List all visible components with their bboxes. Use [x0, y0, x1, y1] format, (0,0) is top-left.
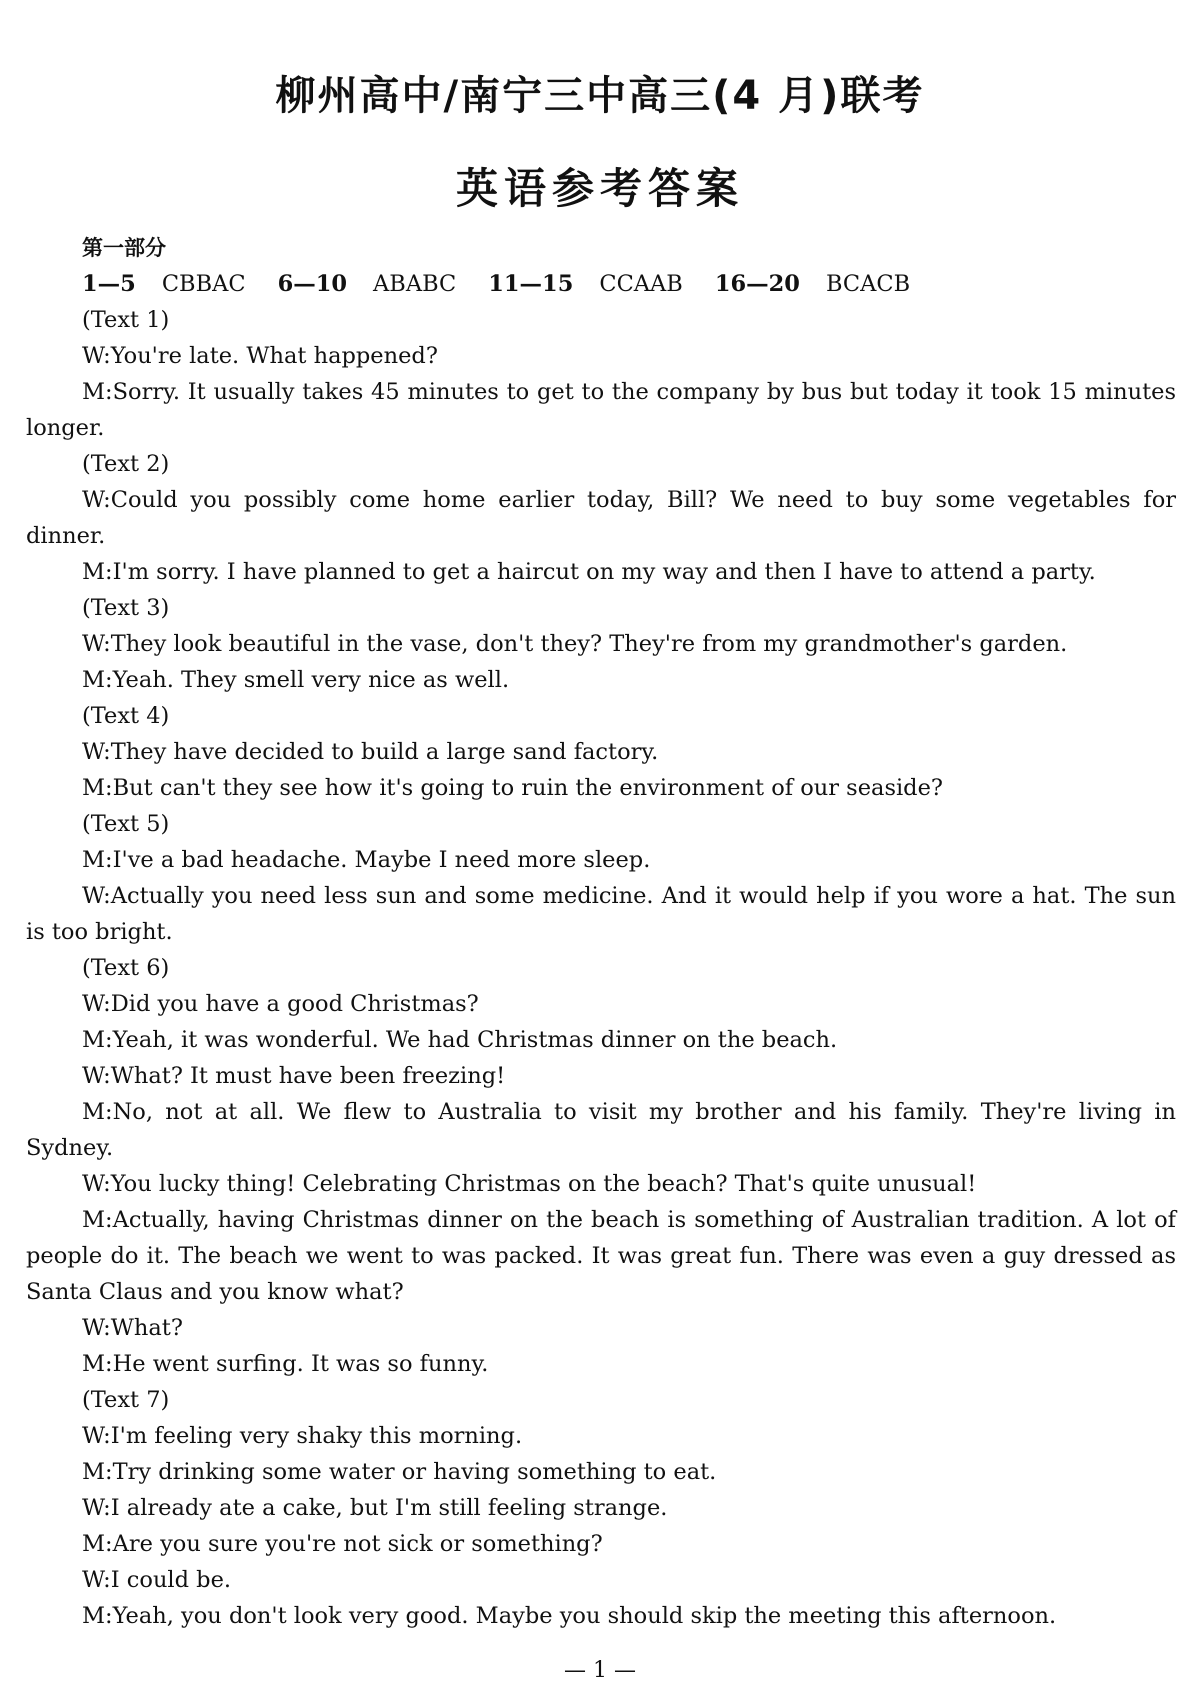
dialogue-line: M:Try drinking some water or having something to eat.: [82, 1459, 717, 1485]
text-heading: (Text 1): [82, 307, 170, 333]
dialogue-line: M:He went surfing. It was so funny.: [82, 1351, 489, 1377]
answer-range: 1—5: [82, 271, 136, 297]
dialogue-line: M:Yeah, it was wonderful. We had Christmas dinner on the beach.: [82, 1027, 838, 1053]
dialogue-line: M:Are you sure you're not sick or something?: [82, 1531, 603, 1557]
section-label: 第一部分: [82, 236, 166, 260]
answer-letters: ABABC: [373, 271, 457, 297]
dialogue-line: W:I already ate a cake, but I'm still feeling strange.: [82, 1495, 668, 1521]
answer-range: 6—10: [277, 271, 348, 297]
dialogue-line: M:Actually, having Christmas dinner on the beach is something of Australian tradition. A lot of people do it. The beach we went to was packed. It was great fun. There was even a guy dressed as Santa Claus and you know what?: [26, 1207, 1176, 1305]
dialogue-line: W:They look beautiful in the vase, don't they? They're from my grandmother's garden.: [82, 631, 1068, 657]
answer-key-title: 英语参考答案: [455, 164, 744, 213]
answer-row: [26, 266, 1176, 302]
dialogue-line: M:I've a bad headache. Maybe I need more sleep.: [82, 847, 651, 873]
page-number: — 1 —: [564, 1658, 636, 1683]
dialogue-line: W:What? It must have been freezing!: [82, 1063, 506, 1089]
dialogue-line: W:I'm feeling very shaky this morning.: [82, 1423, 523, 1449]
dialogue-line: W:Could you possibly come home earlier today, Bill? We need to buy some vegetables for dinner.: [26, 487, 1176, 549]
dialogue-line: M:But can't they see how it's going to ruin the environment of our seaside?: [82, 775, 943, 801]
text-heading: (Text 4): [82, 703, 170, 729]
dialogue-line: M:I'm sorry. I have planned to get a haircut on my way and then I have to attend a party.: [82, 559, 1096, 585]
answer-range: 16—20: [714, 271, 800, 297]
answer-letters: BCACB: [825, 271, 911, 297]
dialogue-line: M:Sorry. It usually takes 45 minutes to get to the company by bus but today it took 15 minutes longer.: [26, 379, 1176, 441]
answer-range: 11—15: [488, 271, 574, 297]
dialogue-line: W:Actually you need less sun and some medicine. And it would help if you wore a hat. The sun is too bright.: [26, 883, 1176, 945]
text-heading: (Text 2): [82, 451, 170, 477]
document-body: [26, 230, 1176, 1634]
answer-letters: CBBAC: [161, 271, 246, 297]
text-heading: (Text 6): [82, 955, 170, 981]
dialogue-line: W:I could be.: [82, 1567, 232, 1593]
dialogue-line: W:You lucky thing! Celebrating Christmas on the beach? That's quite unusual!: [82, 1171, 977, 1197]
dialogue-line: M:No, not at all. We flew to Australia to visit my brother and his family. They're living in Sydney.: [26, 1099, 1176, 1161]
text-heading: (Text 3): [82, 595, 170, 621]
dialogue-line: W:You're late. What happened?: [82, 343, 438, 369]
dialogue-line: M:Yeah. They smell very nice as well.: [82, 667, 510, 693]
text-heading: (Text 7): [82, 1387, 170, 1413]
answer-letters: CCAAB: [599, 271, 683, 297]
text-heading: (Text 5): [82, 811, 170, 837]
exam-title: 柳州高中/南宁三中高三(4 月)联考: [275, 73, 925, 119]
dialogue-line: W:They have decided to build a large sand factory.: [82, 739, 659, 765]
dialogue-line: W:What?: [82, 1315, 183, 1341]
dialogue-line: M:Yeah, you don't look very good. Maybe you should skip the meeting this afternoon.: [82, 1603, 1057, 1629]
dialogue-line: W:Did you have a good Christmas?: [82, 991, 479, 1017]
